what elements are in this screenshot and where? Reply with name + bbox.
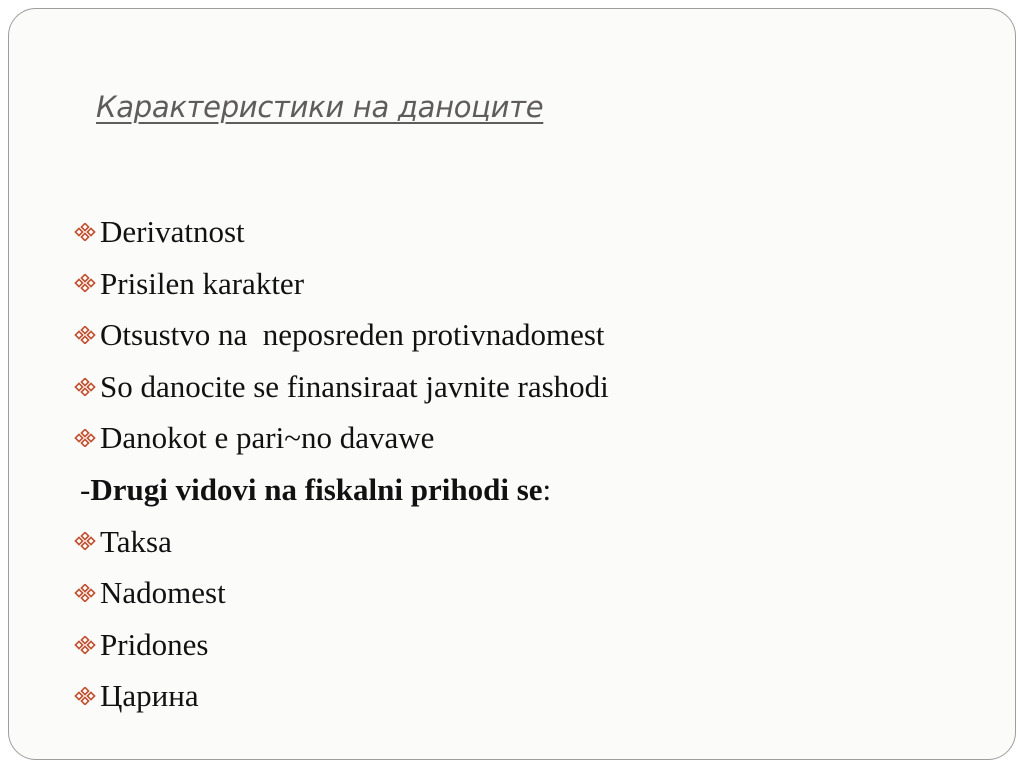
slide-title: Карактеристики на даноците [96,90,544,124]
list-item-text: So danocite se finansiraat javnite rashodi [100,368,609,404]
list-item-text: Pridones [100,626,209,662]
four-diamond-bullet-icon [74,687,98,705]
list-item-text: Taksa [100,523,172,559]
list-item-text: Derivatnost [100,214,245,249]
list-item-text: Царина [100,678,199,714]
four-diamond-bullet-icon [74,378,98,396]
list-item [74,619,609,671]
list-item [74,412,609,464]
list-item-text: Danokot e pari~no davawe [100,420,435,456]
four-diamond-bullet-icon [74,584,98,602]
four-diamond-bullet-icon [74,326,98,344]
list-item [74,361,609,413]
four-diamond-bullet-icon [74,636,98,654]
list-item [74,567,609,619]
list-item [74,670,609,722]
four-diamond-bullet-icon [74,532,98,550]
subheading-text: Drugi vidovi na fiskalni prihodi se [90,471,543,507]
dash-prefix: - [80,471,91,507]
list-item [74,516,609,568]
list-item [74,258,609,310]
list-item-text: Otsustvo na neposreden protivnadomest [100,317,605,353]
four-diamond-bullet-icon [74,429,98,447]
four-diamond-bullet-icon [74,274,98,292]
list-item-subheading [74,464,609,516]
list-item [74,206,609,258]
bullet-list [74,206,609,722]
list-item-text: Nadomest [100,575,226,611]
list-item [74,309,609,361]
slide-frame [8,8,1016,760]
colon-suffix: : [542,471,552,507]
four-diamond-bullet-icon [74,223,98,241]
list-item-text: Prisilen karakter [100,265,305,301]
